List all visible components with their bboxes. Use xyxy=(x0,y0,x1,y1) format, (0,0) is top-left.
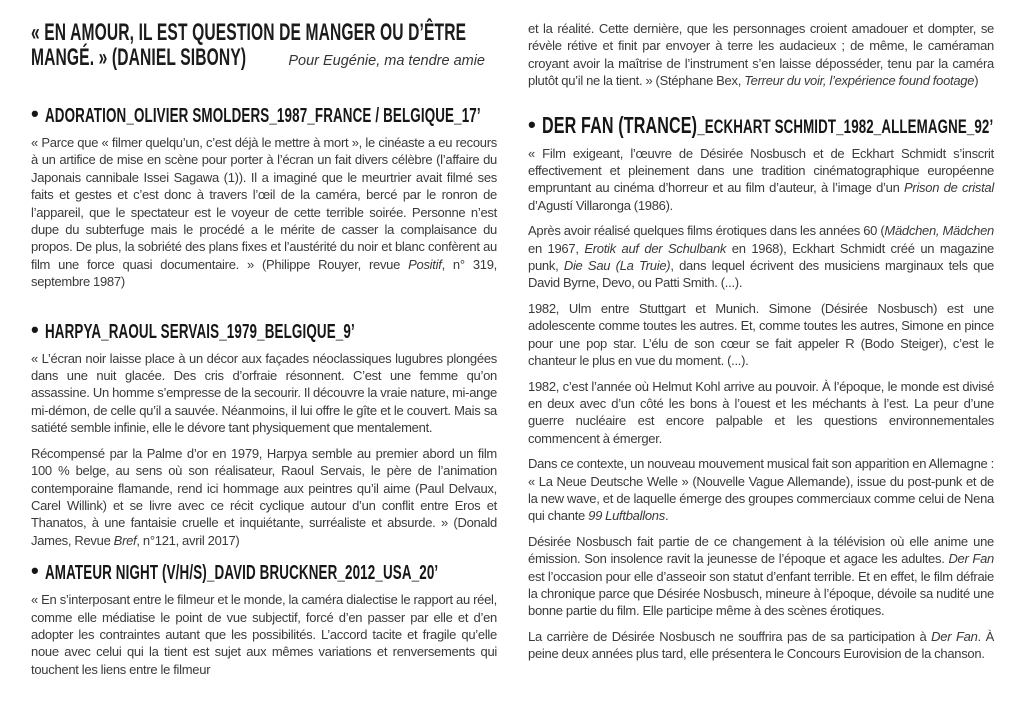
film-title: DER FAN (TRANCE) xyxy=(541,111,697,138)
film-description-paragraph: 1982, Ulm entre Stuttgart et Munich. Simone (Désirée Nosbusch) est une adolescente comme toutes les autres. Et, comme toutes les autres, Simone en pince pour une pop star. L’élu de son cœur se fait appeler R (Bodo Steiger), c’est le chanteur le plus en vue du moment. (...). xyxy=(528,300,994,369)
film-heading-adoration xyxy=(31,101,497,129)
film-title: HARPYA xyxy=(44,320,101,343)
film-meta: _DAVID BRUCKNER_2012_USA_20’ xyxy=(206,562,438,585)
title-line-2: MANGÉ. » (DANIEL SIBONY) xyxy=(31,44,247,71)
film-description-paragraph: « Parce que « filmer quelqu’un, c’est déjà le mettre à mort », le cinéaste a eu recours à un artifice de mise en scène pour porter à l’écran un fait divers célèbre (l’affaire du Japonais cannibale Issei Sagawa (1)). Il a imaginé que le meurtrier avait filmé ses faits et gestes et c’est donc à travers l’œil de la caméra, bercé par le ronron de l’appareil, que le spectateur est le voyeur de cette terrible soirée. Personne n’est dupe du subterfuge mais le procédé a le mérite de casser la complaisance du propos. De plus, la sobriété des plans fixes et l’austérité du noir et blanc confèrent au film une force quasi documentaire. » (Philippe Rouyer, revue Positif, n° 319, septembre 1987) xyxy=(31,135,498,290)
film-description-paragraph: Désirée Nosbusch fait partie de ce changement à la télévision où elle anime une émission. Son insolence ravit la jeunesse de l’époque et agace les adultes. Der Fan est l’occasion pour elle d’asseoir son statut d’enfant terrible. Et en effet, le film défraie la chronique parce que Désirée Nosbusch, mineure à l’époque, dévoile sa nudité une bonne partie du film. Elle participe même à des scènes érotiques. xyxy=(528,533,994,619)
film-description-paragraph: Dans ce contexte, un nouveau mouvement musical fait son apparition en Allemagne : « La Neue Deutsche Welle » (Nouvelle Vague Allemande), issue du post-punk et de la new wave, et de laquelle émerge des groupes commerciaux comme celui de Nena qui chante 99 Luftballons. xyxy=(528,456,994,524)
film-title: AMATEUR NIGHT (V/H/S) xyxy=(44,562,207,585)
title-block xyxy=(31,20,497,70)
title-line-1: « EN AMOUR, IL EST QUESTION DE MANGER OU D’ÊTRE xyxy=(31,19,467,46)
film-description-paragraph: Après avoir réalisé quelques films érotiques dans les années 60 (Mädchen, Mädchen en 1967, Erotik auf der Schulbank en 1968), Eckhart Schmidt créé un magazine punk, Die Sau (La Truie), dans lequel écrivent des musiciens marginaux tels que David Byrne, Devo, ou Patti Smith. (...). xyxy=(528,223,995,291)
film-description-paragraph: « Film exigeant, l’œuvre de Désirée Nosbusch et de Eckhart Schmidt s’inscrit effectivement et pleinement dans une tradition cinématographique européenne empruntant au cinéma d’horreur et au film d’auteur, à l’image d’un Prison de cristal d’Agustí Villaronga (1986). xyxy=(528,145,994,213)
film-meta: _OLIVIER SMOLDERS_1987_FRANCE / BELGIQUE_17’ xyxy=(126,105,481,127)
film-description-paragraph: 1982, c’est l’année où Helmut Kohl arrive au pouvoir. À l’époque, le monde est divisé en deux avec d’un côté les bons à l’ouest et les méchants à l’est. La peur d’une guerre nucléaire est encore palpable et les questions environnementales commencent à émerger. xyxy=(528,378,994,446)
right-column xyxy=(528,18,994,713)
film-title: ADORATION xyxy=(44,105,127,127)
left-column xyxy=(31,18,497,713)
film-heading-amateur-night xyxy=(31,558,497,586)
film-description-paragraph-continued: et la réalité. Cette dernière, que les personnages croient amadouer et dompter, se révèle rétive et finit par envoyer à terre les audacieux ; de même, le caméraman croyant avoir la maîtrise de l’instrument s’en laisse déposséder, tenu par la caméra plutôt qu’il ne la tient. » (Stéphane Bex, Terreur du voir, l’expérience found footage) xyxy=(528,21,994,89)
film-heading-harpya xyxy=(31,317,497,345)
bullet-icon: • xyxy=(528,111,536,137)
film-heading-der-fan xyxy=(528,112,994,140)
film-section-amateur-night xyxy=(31,558,497,678)
bullet-icon: • xyxy=(31,101,39,126)
film-description-paragraph: « En s’interposant entre le filmeur et le monde, la caméra dialectise le rapport au réel, comme elle médiatise le point de vue subjectif, forcé d’en passer par elle et d’en adopter les contraintes autant que les possibilités. L’accord tacite et fragile qu’elle noue avec celui qui la tient est sujet aux mêmes variations et renversements qui touchent les liens entre le filmeur xyxy=(31,592,497,677)
film-meta: _RAOUL SERVAIS_1979_BELGIQUE_9’ xyxy=(100,320,355,343)
bullet-icon: • xyxy=(31,316,39,342)
film-description-paragraph: « L’écran noir laisse place à un décor aux façades néoclassiques lugubres plongées dans une nuit glacée. Des cris d’orfraie résonnent. C’est une femme qu’on assassine. Un homme s’empresse de la secourir. Il découvre la vraie nature, mi-ange mi-démon, de celle qu’il a sauvée. Néanmoins, il lui offre le gîte et le couvert. Mais sa satiété semble infinie, elle le dévore tant physiquement que mentalement. xyxy=(31,350,497,436)
film-section-adoration xyxy=(31,101,497,291)
dedication: Pour Eugénie, ma tendre amie xyxy=(288,53,485,69)
film-section-harpya xyxy=(31,317,497,549)
film-description-paragraph: Récompensé par la Palme d’or en 1979, Harpya semble au premier abord un film 100 % belge, au sens où son réalisateur, Raoul Servais, le père de l’animation contemporaine flamande, rend ici hommage aux peintres qu’il aime (Paul Delvaux, Carel Willink) et se livre avec ce récit cyclique autour d’un conflit entre Eros et Thanatos, à une fantaisie cruelle et inquiétante, surréaliste et absurde. » (Donald James, Revue Bref, n°121, avril 2017) xyxy=(31,445,497,548)
film-description-paragraph: La carrière de Désirée Nosbusch ne souffrira pas de sa participation à Der Fan. À peine deux années plus tard, elle présentera le Concours Eurovision de la chanson. xyxy=(528,628,994,662)
film-meta: _ECKHART SCHMIDT_1982_ALLEMAGNE_92’ xyxy=(696,116,993,138)
bullet-icon: • xyxy=(31,558,39,584)
film-section-der-fan xyxy=(528,112,994,663)
